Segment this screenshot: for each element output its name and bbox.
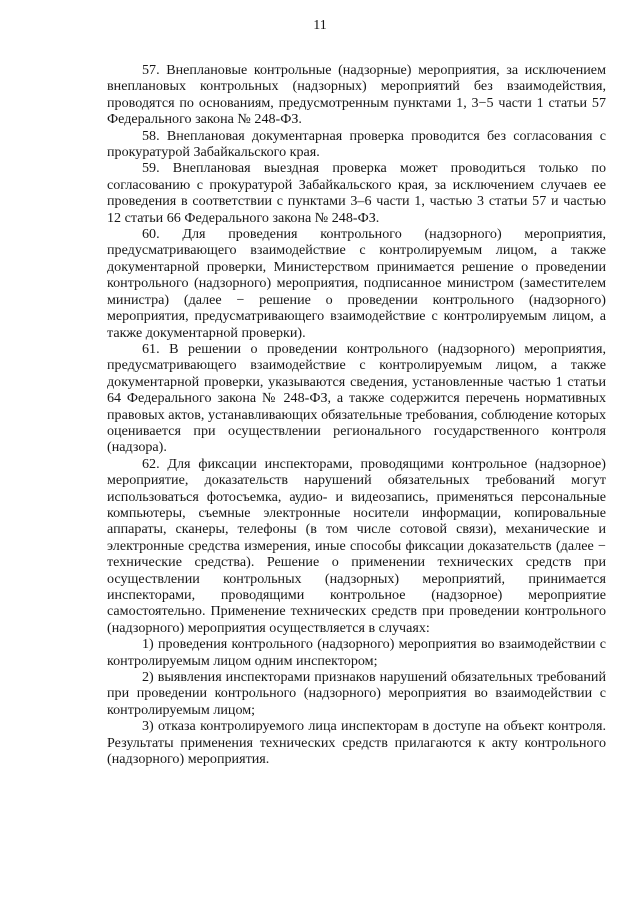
document-body xyxy=(107,62,606,767)
paragraph-59: 59. Внеплановая выездная проверка может проводиться только по согласованию с прокуратурой Забайкальского края, за исключением случаев ее проведения в соответствии с пунктами 3–6 части 1, частью 3 статьи 57 и частью 12 статьи 66 Федерального закона № 248-ФЗ. xyxy=(107,160,606,226)
paragraph-62: 62. Для фиксации инспекторами, проводящими контрольное (надзорное) мероприятие, доказательств нарушений обязательных требований могут использоваться фотосъемка, аудио- и видеозапись, применяться персональные компьютеры, съемные электронные носители информации, копировальные аппараты, сканеры, телефоны (в том числе сотовой связи), механические и электронные средства измерения, иные способы фиксации доказательств (далее − технические средства). Решение о применении технических средств при осуществлении контрольных (надзорных) мероприятий, принимается инспекторами, проводящими контрольное (надзорное) мероприятие самостоятельно. Применение технических средств при проведении контрольного (надзорного) мероприятия осуществляется в случаях: xyxy=(107,455,606,636)
paragraph-61: 61. В решении о проведении контрольного (надзорного) мероприятия, предусматривающего взаимодействие с контролируемым лицом, а также документарной проверки, указываются сведения, установленные частью 1 статьи 64 Федерального закона № 248-ФЗ, а также содержится перечень нормативных правовых актов, устанавливающих обязательные требования, соблюдение которых оценивается при осуществлении регионального государственного контроля (надзора). xyxy=(107,340,606,456)
paragraph-60: 60. Для проведения контрольного (надзорного) мероприятия, предусматривающего взаимодействие с контролируемым лицом, а также документарной проверки, Министерством принимается решение о проведении контрольного (надзорного) мероприятия, подписанное министром (заместителем министра) (далее − решение о проведении контрольного (надзорного) мероприятия, предусматривающего взаимодействие с контролируемым лицом, а также документарной проверки). xyxy=(107,226,606,341)
list-item-1: 1) проведения контрольного (надзорного) мероприятия во взаимодействии с контролируемым лицом одним инспектором; xyxy=(107,636,606,669)
paragraph-57: 57. Внеплановые контрольные (надзорные) мероприятия, за исключением внеплановых контрольных (надзорных) мероприятий без взаимодействия, проводятся по основаниям, предусмотренным пунктами 1, 3−5 части 1 статьи 57 Федерального закона № 248-ФЗ. xyxy=(107,62,606,128)
list-item-3: 3) отказа контролируемого лица инспекторам в доступе на объект контроля. Результаты применения технических средств прилагаются к акту контрольного (надзорного) мероприятия. xyxy=(107,718,606,768)
list-item-2: 2) выявления инспекторами признаков нарушений обязательных требований при проведении контрольного (надзорного) мероприятия во взаимодействии с контролируемым лицом; xyxy=(107,669,606,718)
paragraph-58: 58. Внеплановая документарная проверка проводится без согласования с прокуратурой Забайкальского края. xyxy=(107,127,606,161)
page-number: 11 xyxy=(313,18,327,33)
